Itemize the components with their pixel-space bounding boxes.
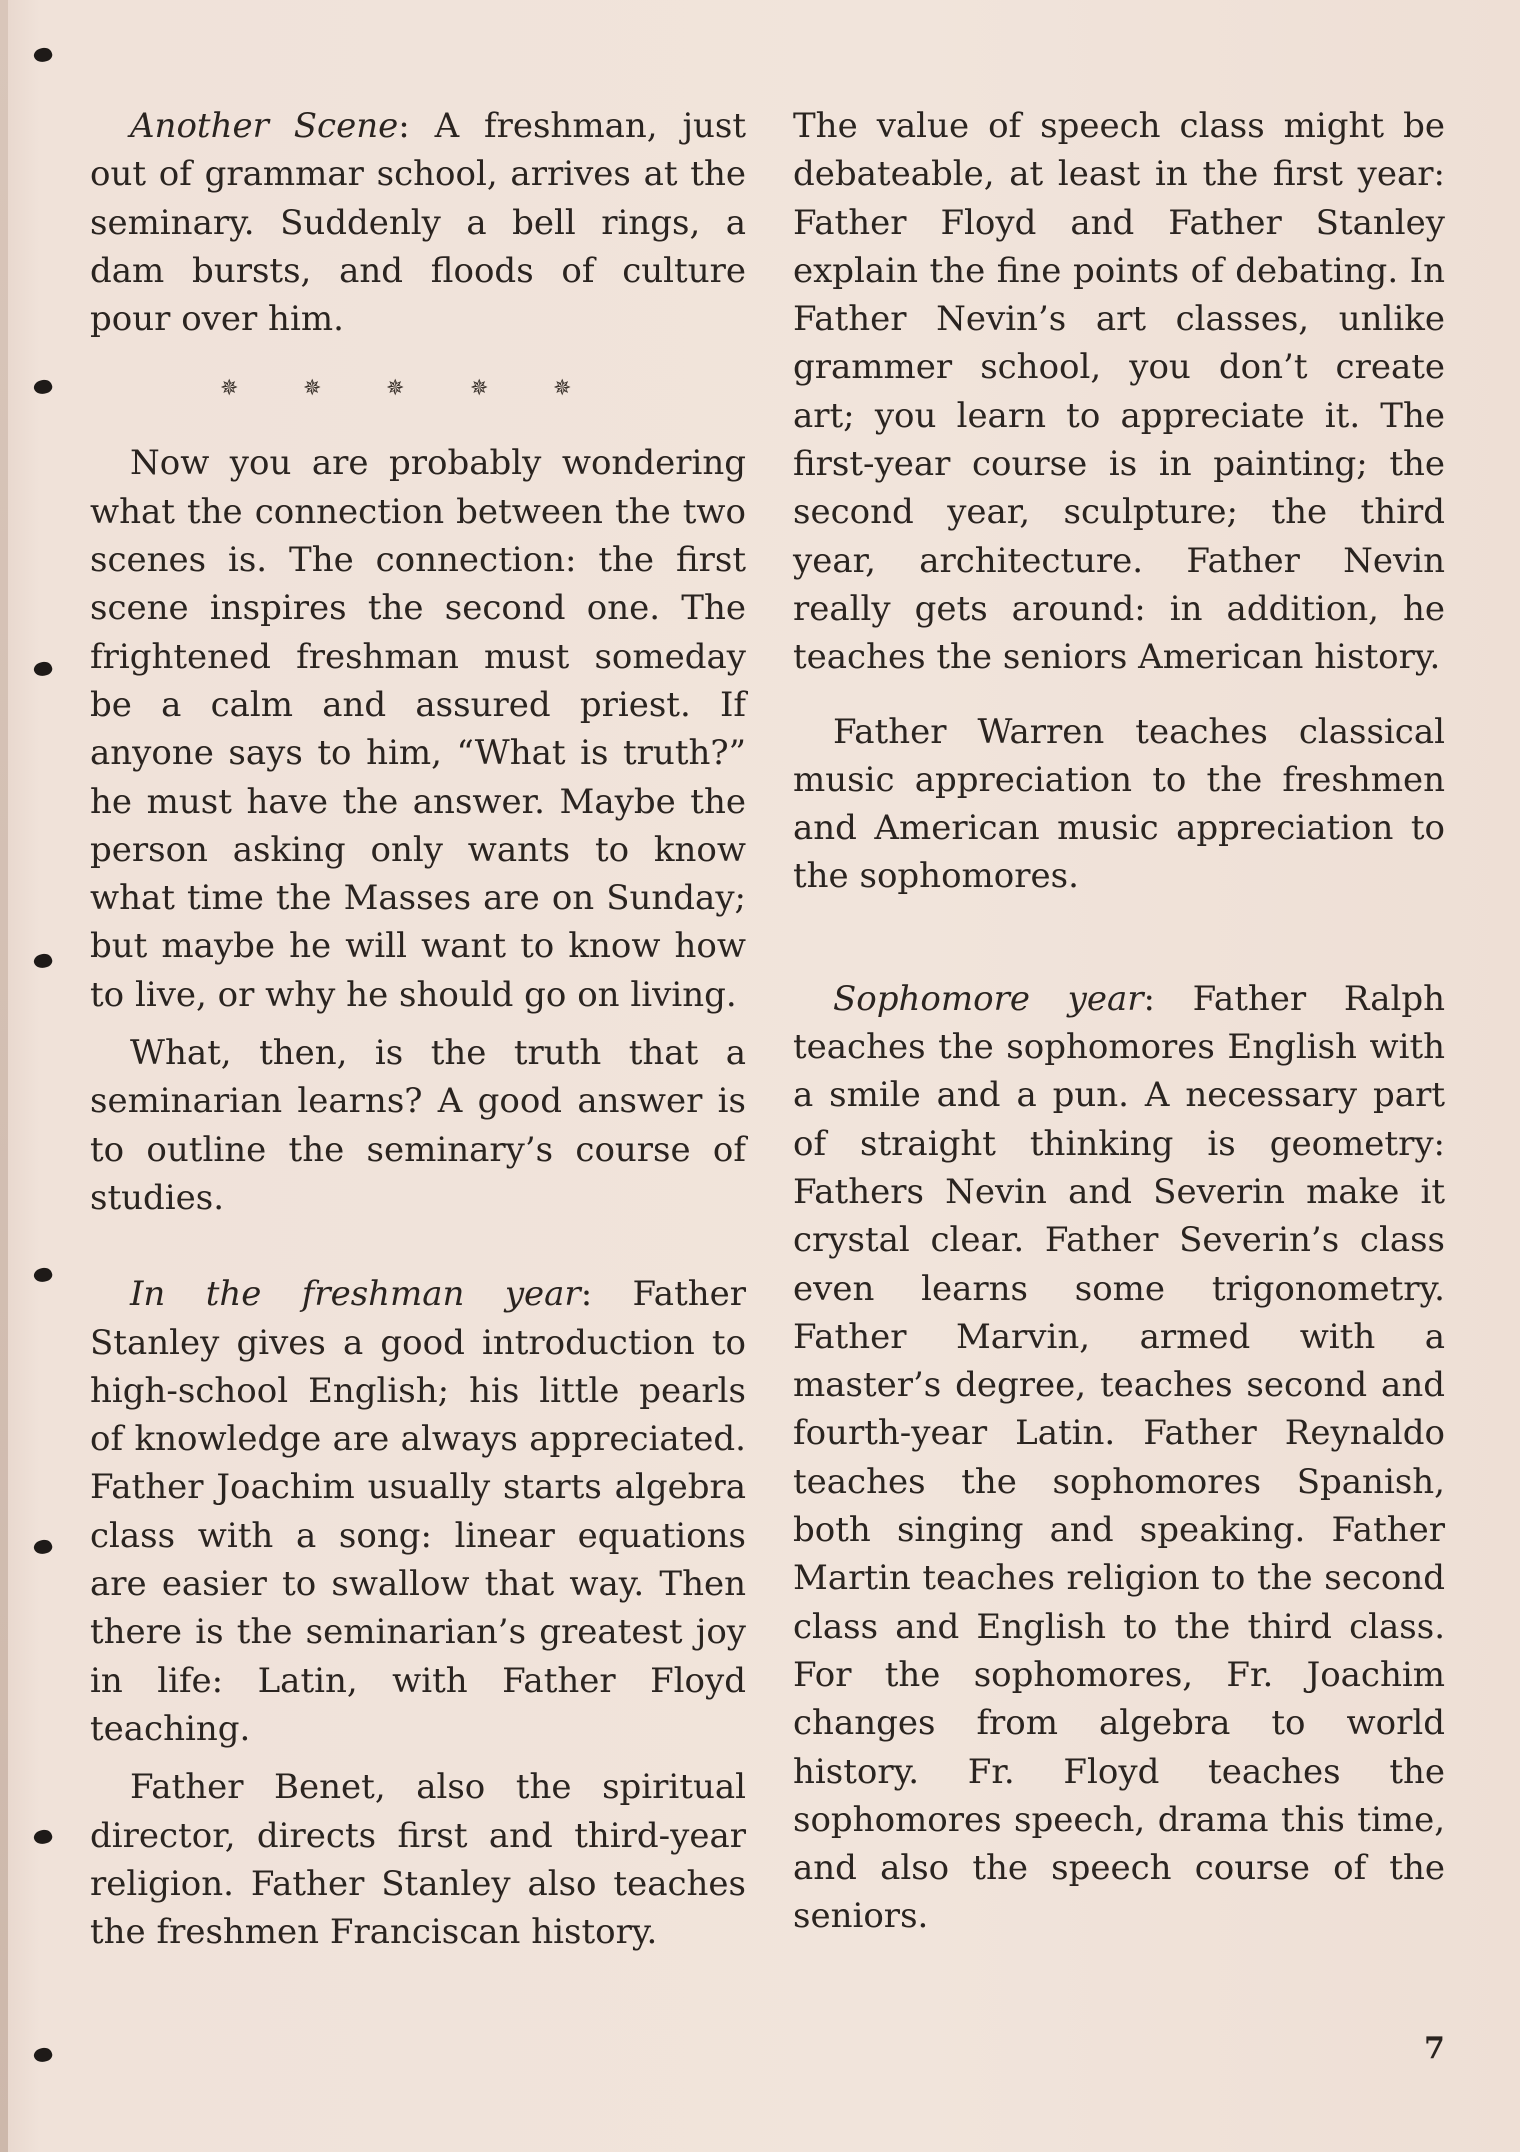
- paragraph-text: : Father Stanley gives a good introduction to high-school English; his little pearls of knowledge are always appreciated. Father Joachim usually starts algebra class with a song: linear equations are easier to swallow that way. Then there is the seminarian’s greatest joy in life: Latin, with Father Floyd teaching.: [90, 1274, 746, 1749]
- separator-star: ✵: [470, 376, 489, 402]
- paragraph-text: : A freshman, just out of grammar school, arrives at the seminary. Suddenly a bell rings, a dam bursts, and floods of culture pour over him.: [90, 106, 746, 340]
- paragraph-freshman-year: [90, 1270, 746, 1753]
- paragraph-connection: Now you are probably wondering what the connection between the two scenes is. The connection: the first scene inspires the second one. The frightened freshman must someday be a calm and assured priest. If anyone says to him, “What is truth?” he must have the answer. Maybe the person asking only wants to know what time the Masses are on Sunday; but maybe he will want to know how to live, or why he should go on living.: [90, 443, 746, 1015]
- separator-star: ✵: [303, 376, 322, 402]
- paragraph-truth: What, then, is the truth that a seminarian learns? A good answer is to outline the seminary’s course of studies.: [90, 1033, 746, 1218]
- paragraph-gap: [793, 901, 1445, 975]
- left-column: [90, 102, 746, 1956]
- paragraph-father-benet: Father Benet, also the spiritual director, directs first and third-year religion. Father Stanley also teaches the freshmen Franciscan history.: [90, 1767, 746, 1953]
- paragraph-gap: [90, 1753, 746, 1763]
- scene-heading: Another Scene: [130, 106, 399, 146]
- separator-star: ✵: [553, 376, 572, 402]
- paragraph-music: Father Warren teaches classical music appreciation to the freshmen and American music appreciation to the sophomores.: [793, 711, 1445, 897]
- section-heading: Sophomore year: [833, 978, 1144, 1019]
- page-edge: [0, 0, 8, 2152]
- paragraph-speech-class: The value of speech class might be debateable, at least in the first year: Father Floyd and Father Stanley explain the fine points of debating. In Father Nevin’s art classes, unlike grammer school, you don’t create art; you learn to appreciate it. The first-year course is in painting; the second year, sculpture; the third year, architecture. Father Nevin really gets around: in addition, he teaches the seniors American history.: [793, 106, 1445, 678]
- page-number: 7: [1424, 2031, 1445, 2066]
- paragraph-sophomore-year: [793, 975, 1445, 1941]
- paragraph-gap: [793, 682, 1445, 708]
- separator-star: ✵: [386, 376, 405, 402]
- section-heading: In the freshman year: [130, 1274, 581, 1315]
- paragraph-gap: [90, 1019, 746, 1029]
- paragraph-another-scene: [90, 102, 746, 343]
- paragraph-gap: [90, 1222, 746, 1270]
- paragraph-text: : Father Ralph teaches the sophomores English with a smile and a pun. A necessary part of straight thinking is geometry: Fathers Nevin and Severin make it crystal clear. Father Severin’s class even learns some trigonometry. Father Marvin, armed with a master’s degree, teaches second and fourth-year Latin. Father Reynaldo teaches the sophomores Spanish, both singing and speaking. Father Martin teaches religion to the second class and English to the third class. For the sophomores, Fr. Joachim changes from algebra to world history. Fr. Floyd teaches the sophomores speech, drama this time, and also the speech course of the seniors.: [793, 978, 1446, 1937]
- section-separator: [90, 343, 746, 439]
- right-column: [793, 102, 1445, 1941]
- separator-star: ✵: [220, 376, 239, 402]
